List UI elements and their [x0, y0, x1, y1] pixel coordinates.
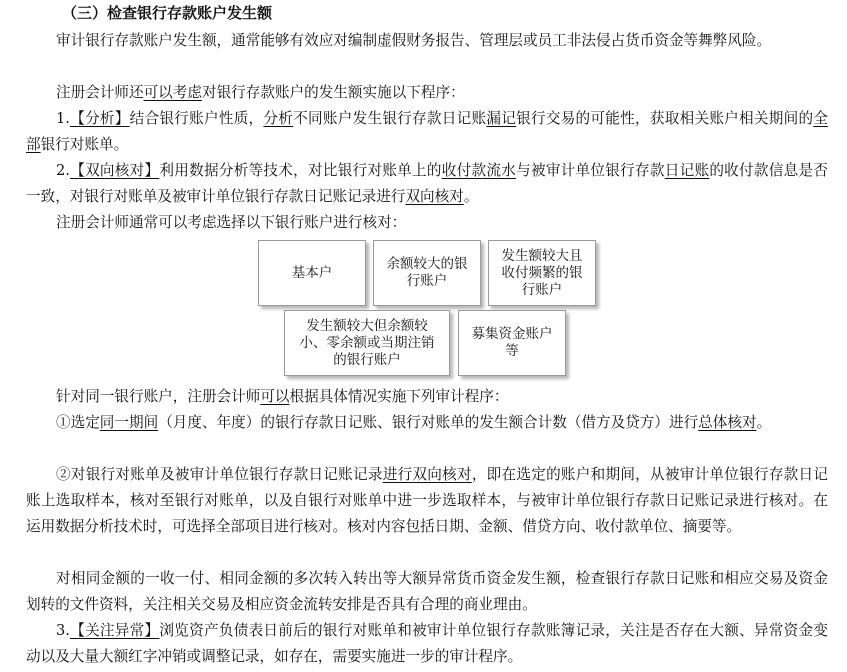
underlined-term: 可以考虑 [143, 84, 202, 101]
text-run: 注册会计师通常可以考虑选择以下银行账户进行核对： [56, 214, 407, 231]
text-run: 注册会计师还 [56, 84, 144, 101]
text-run: 银行对账单。 [40, 136, 129, 153]
underlined-term: 双向核对 [405, 188, 464, 205]
box-basic-account: 基本户 [258, 240, 366, 306]
underlined-term: 漏记 [486, 110, 517, 127]
underlined-term: 可以 [260, 388, 290, 405]
text-run: 对相同金额的一收一付、相同金额的多次转入转出等大额异常货币资金发生额，检查银行存款日记账和相应交易及资金划转的文件资料，关注相关交易及相应资金流转安排是否具有合理的商业理由。 [26, 570, 828, 613]
tag-two-way-check: 【双向核对】 [69, 162, 160, 179]
paragraph-procedures-lead [26, 80, 828, 106]
box-raised-funds-account: 募集资金账户等 [458, 310, 566, 376]
paragraph-abnormal-amounts [26, 566, 828, 618]
underlined-term: 总体核对 [698, 414, 757, 431]
paragraph-account-selection [26, 210, 828, 236]
underlined-term: 进行双向核对 [382, 466, 472, 483]
box-small-or-closed-account: 发生额较大但余额较小、零余额或当期注销的银行账户 [284, 310, 450, 376]
underlined-term: 收付款流水 [441, 162, 517, 179]
item-number: 1. [56, 110, 70, 127]
paragraph-attention-abnormal [26, 618, 828, 670]
underlined-term: 同一期间 [99, 414, 159, 431]
text-run: ①选定 [56, 414, 100, 431]
text-run: 银行交易的可能性，获取相关账户相关期间的 [516, 110, 814, 127]
section-heading: （三）检查银行存款账户发生额 [62, 4, 273, 22]
box-large-frequent-account: 发生额较大且收付频繁的银行账户 [488, 240, 596, 306]
text-run: 的收付款信息是否一致，对银行对账单及被审计单位银行存款日记账记录进行 [26, 162, 828, 205]
text-run: 利用数据分析等技术，对比银行对账单上的 [159, 162, 442, 179]
text-run: 不同账户发生银行存款日记账 [293, 110, 487, 127]
paragraph-sample-check [26, 462, 828, 540]
text-run: 。 [463, 188, 479, 205]
box-large-balance-account: 余额较大的银行账户 [373, 240, 481, 306]
paragraph-two-way-check [26, 158, 828, 210]
underlined-term: 全部 [26, 110, 828, 153]
item-number: 2. [56, 162, 70, 179]
text-run: （月度、年度）的银行存款日记账、银行对账单的发生额合计数（借方及贷方）进行 [158, 414, 699, 431]
paragraph-same-account [26, 384, 828, 410]
text-run: 结合银行账户性质， [129, 110, 264, 127]
paragraph-total-check [26, 410, 828, 436]
text-run: 与被审计单位银行存款 [516, 162, 665, 179]
paragraph-analysis [26, 106, 828, 158]
paragraph-intro [26, 28, 828, 54]
underlined-term: 日记账 [664, 162, 710, 179]
text-run: 。 [756, 414, 772, 431]
paragraph-intro-text: 审计银行存款账户发生额，通常能够有效应对编制虚假财务报告、管理层或员工非法侵占货币资金等舞弊风险。 [56, 32, 772, 49]
text-run: 浏览资产负债表日前后的银行对账单和被审计单位银行存款账簿记录，关注是否存在大额、异常资金变动以及大量大额红字冲销或调整记录，如存在，需要实施进一步的审计程序。 [26, 622, 828, 665]
underlined-term: 分析 [263, 110, 294, 127]
text-run: 根据具体情况实施下列审计程序： [289, 388, 509, 405]
text-run: ②对银行对账单及被审计单位银行存款日记账记录 [56, 466, 383, 483]
tag-attention-abnormal: 【关注异常】 [69, 622, 160, 639]
text-run: 针对同一银行账户，注册会计师 [56, 388, 261, 405]
tag-analysis: 【分析】 [69, 110, 130, 127]
text-run: 对银行存款账户的发生额实施以下程序： [201, 84, 465, 101]
text-run: ，即在选定的账户和期间，从被审计单位银行存款日记账上选取样本，核对至银行对账单，以及自银行对账单中进一步选取样本，与被审计单位银行存款日记账记录进行核对。在运用数据分析技术时，可选择全部项目进行核对。核对内容包括日期、金额、借贷方向、收付款单位、摘要等。 [26, 466, 828, 535]
item-number: 3. [56, 622, 70, 639]
